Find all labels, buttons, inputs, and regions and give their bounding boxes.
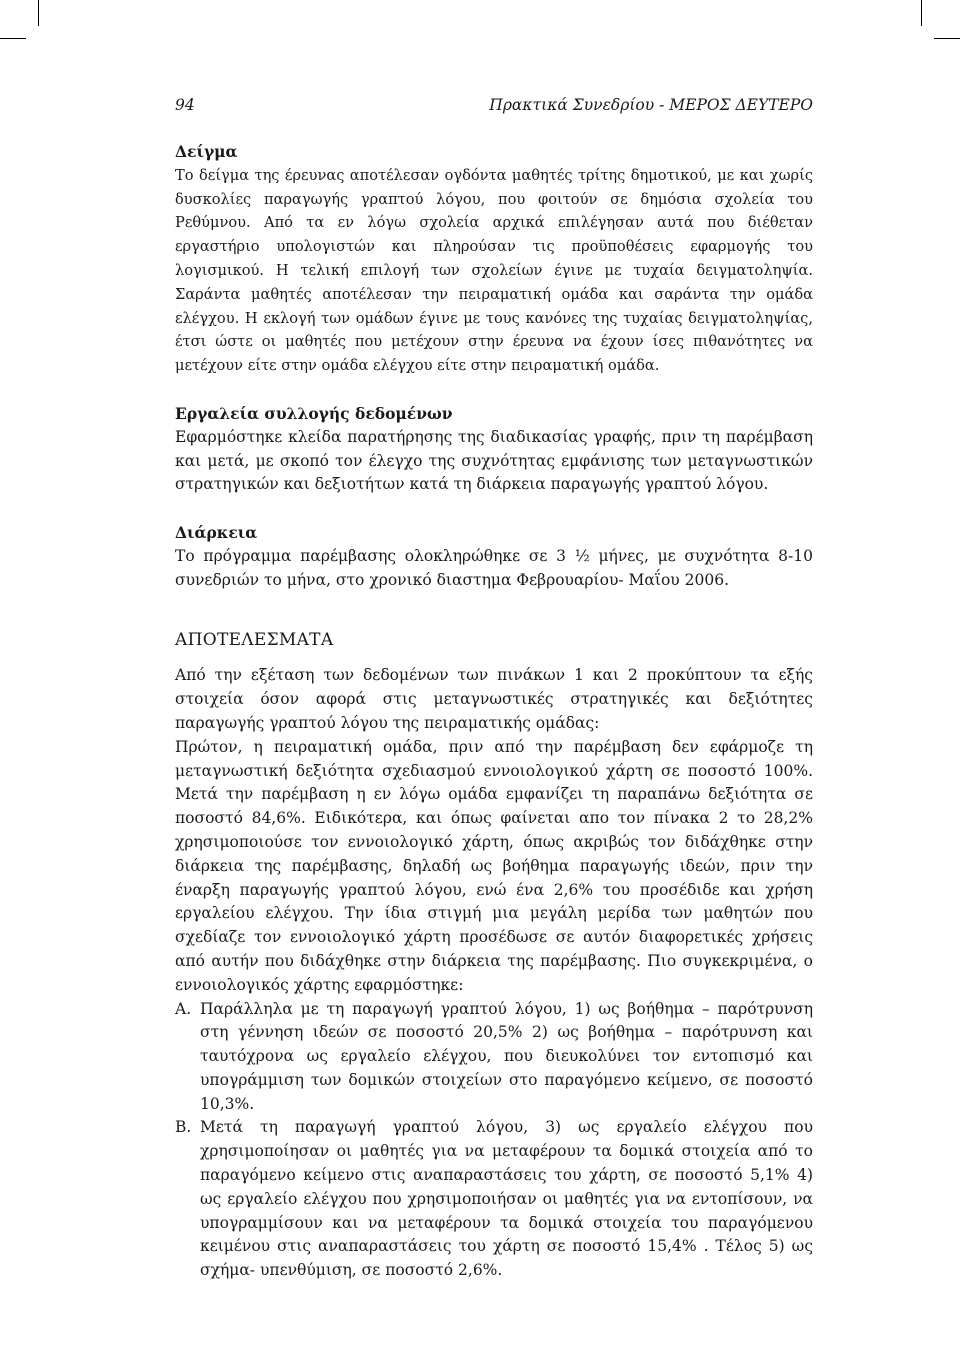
section-tools bbox=[175, 402, 813, 497]
paragraph-results-body: Πρώτον, η πειραματική ομάδα, πριν από την παρέμβαση δεν εφάρμοζε τη μεταγνωστική δεξιότητα σχεδιασμού εννοιολογικού χάρτη σε ποσοστό 100%. Μετά την παρέμβαση η εν λόγω ομάδα εμφανίζει τη παραπάνω δεξιότητα σε ποσοστό 84,6%. Ειδικότερα, και όπως φαίνεται απο τον πίνακα 2 το 28,2% χρησιμοποιούσε τον εννοιολογικό χάρτη, όπως ακριβώς τον διδάχθηκε στην διάρκεια της παρέμβασης, δηλαδή ως βοήθημα παραγωγής ιδεών, πριν την έναρξη παραγωγής γραπτού λόγου, ενώ ένα 2,6% του προσέδιδε και χρήση εργαλείου ελέγχου. Την ίδια στιγμή μια μεγάλη μερίδα των μαθητών που σχεδίαζε τον εννοιολογικό χάρτη προσέδωσε σε αυτόν διαφορετικές χρήσεις από αυτήν που διδάχθηκε στην διάρκεια της παρέμβασης. Πιο συγκεκριμένα, ο εννοιολογικός χάρτης εφαρμόστηκε: bbox=[175, 737, 813, 994]
page-number: 94 bbox=[175, 96, 195, 114]
page-body bbox=[175, 140, 813, 1283]
section-results bbox=[175, 629, 813, 1284]
crop-mark-top-left-vertical bbox=[38, 0, 39, 26]
section-heading-duration: Διάρκεια bbox=[175, 523, 258, 543]
section-heading-results: ΑΠΟΤΕΛΕΣΜΑΤΑ bbox=[175, 629, 334, 650]
crop-mark-top-right-vertical bbox=[921, 0, 922, 26]
section-heading-tools: Εργαλεία συλλογής δεδομένων bbox=[175, 403, 453, 423]
section-sample bbox=[175, 140, 813, 378]
list-marker: Β. bbox=[175, 1118, 192, 1137]
paragraph-tools: Εφαρμόστηκε κλείδα παρατήρησης της διαδικασίας γραφής, πριν τη παρέμβαση και μετά, με σκοπό τον έλεγχο της συχνότητας εμφάνισης των μεταγνωστικών στρατηγικών και δεξιοτήτων κατά τη διάρκεια παραγωγής γραπτού λόγου. bbox=[175, 427, 813, 494]
paragraph-results-intro: Από την εξέταση των δεδομένων των πινάκων 1 και 2 προκύπτουν τα εξής στοιχεία όσον αφορά στις μεταγνωστικές στρατηγικές και δεξιότητες παραγωγής γραπτού λόγου της πειραματικής ομάδας: bbox=[175, 666, 813, 732]
crop-mark-top-right-horizontal bbox=[934, 38, 960, 39]
paragraph-duration: Το πρόγραμμα παρέμβασης ολοκληρώθηκε σε 3 ½ μήνες, με συχνότητα 8-10 συνεδριών το μήνα, στο χρονικό διαστημα Φεβρουαρίου- Μαΐου 2006. bbox=[175, 546, 813, 589]
list-item-text: Μετά τη παραγωγή γραπτού λόγου, 3) ως εργαλείο ελέγχου που χρησιμοποίησαν οι μαθητές για να μεταφέρουν τα δομικά στοιχεία από το παραγόμενο κείμενο στις αναπαραστάσεις του χάρτη, σε ποσοστό 5,1% 4) ως εργαλείο ελέγχου που χρησιμοποιήσαν οι μαθητές για να εντοπίσουν, να υπογραμμίσουν και να μεταφέρουν τα δομικά στοιχεία του παραγόμενου κειμένου στις αναπαραστάσεις του χάρτη σε ποσοστό 15,4% . Τέλος 5) ως σχήμα- υπενθύμιση, σε ποσοστό 2,6%. bbox=[200, 1118, 813, 1280]
paragraph-sample: Το δείγμα της έρευνας αποτέλεσαν ογδόντα μαθητές τρίτης δημοτικού, με και χωρίς δυσκολίες παραγωγής γραπτού λόγου, που φοιτούν σε δημόσια σχολεία του Ρεθύμνου. Από τα εν λόγω σχολεία αρχικά επιλέγησαν αυτά που διέθεταν εργαστήριο υπολογιστών και πληρούσαν τις προϋποθέσεις εφαρμογής του λογισμικού. Η τελική επιλογή των σχολείων έγινε με τυχαία δειγματοληψία. Σαράντα μαθητές αποτέλεσαν την πειραματική ομάδα και σαράντα την ομάδα ελέγχου. Η εκλογή των ομάδων έγινε με τους κανόνες της τυχαίας δειγματοληψίας, έτσι ώστε οι μαθητές που μετέχουν στην έρευνα να έχουν ίσες πιθανότητες να μετέχουν είτε στην ομάδα ελέγχου είτε στην πειραματική ομάδα. bbox=[175, 166, 813, 375]
list-item-text: Παράλληλα με τη παραγωγή γραπτού λόγου, 1) ως βοήθημα – παρότρυνση στη γέννηση ιδεών σε ποσοστό 20,5% 2) ως βοήθημα – παρότρυνση και ταυτόχρονα ως εργαλείο ελέγχου, που διευκολύνει τον εντοπισμό και υπογράμμιση των δομικών στοιχείων στο παραγόμενο κείμενο, σε ποσοστό 10,3%. bbox=[200, 999, 813, 1113]
running-title: Πρακτικά Συνεδρίου - ΜΕΡΟΣ ΔΕΥΤΕΡΟ bbox=[489, 96, 813, 114]
running-header bbox=[175, 93, 813, 117]
list-item bbox=[175, 998, 813, 1117]
crop-mark-top-left-horizontal bbox=[0, 38, 26, 39]
section-duration bbox=[175, 521, 813, 592]
section-heading-sample: Δείγμα bbox=[175, 142, 238, 161]
list-item bbox=[175, 1116, 813, 1283]
list-marker: Α. bbox=[175, 999, 192, 1018]
